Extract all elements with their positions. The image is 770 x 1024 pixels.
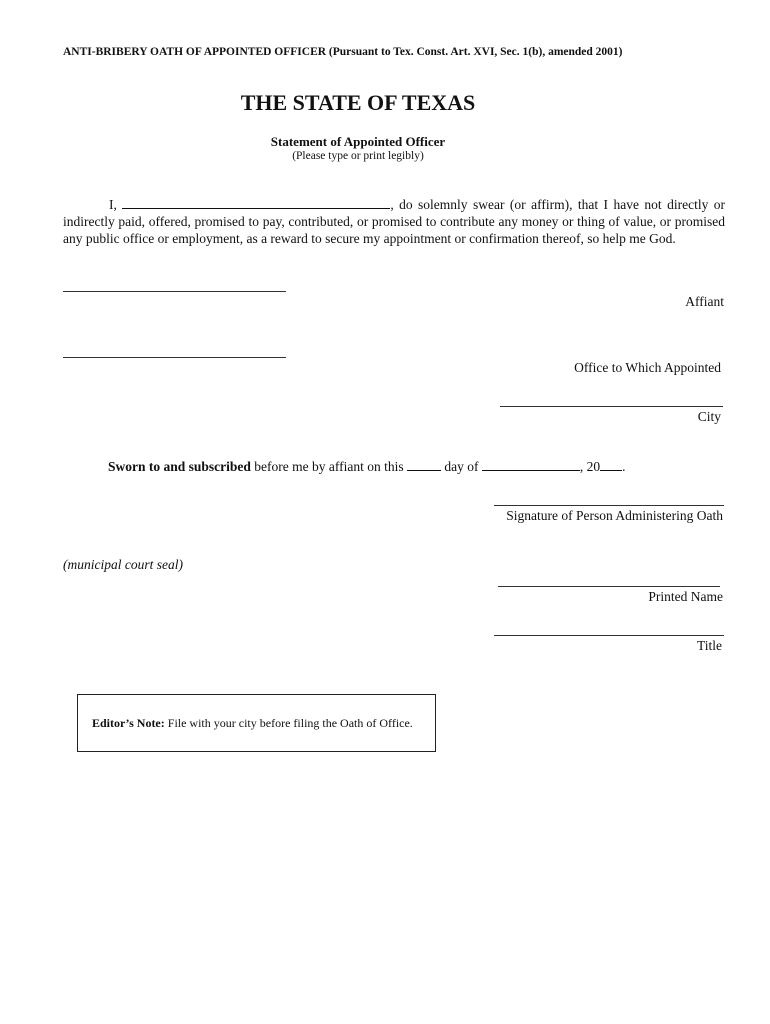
office-label: Office to Which Appointed (574, 360, 721, 375)
document-title: THE STATE OF TEXAS (240, 90, 476, 115)
sworn-bold-text: Sworn to and subscribed (108, 459, 251, 474)
name-blank-field[interactable] (122, 196, 390, 209)
editor-note-box (77, 694, 436, 752)
administering-signature-line[interactable] (494, 505, 724, 506)
document-header: ANTI-BRIBERY OATH OF APPOINTED OFFICER (Pursuant to Tex. Const. Art. XVI, Sec. 1(b), amended 2001) (63, 46, 623, 58)
affiant-label: Affiant (685, 294, 724, 309)
city-line[interactable] (500, 406, 723, 407)
oath-prefix: I, (109, 197, 117, 212)
year-blank-field[interactable] (600, 458, 622, 471)
city-label: City (697, 409, 721, 424)
printed-name-line[interactable] (498, 586, 720, 587)
sworn-text-4: . (622, 459, 626, 474)
office-line[interactable] (63, 357, 286, 358)
sworn-statement (108, 458, 626, 475)
court-seal-label: (municipal court seal) (63, 557, 183, 572)
editor-note-text (92, 716, 413, 731)
sworn-text-3: , 20 (579, 459, 601, 474)
oath-body: , do solemnly swear (or affirm), that I have not directly or indirectly paid, offered, promised to pay, contributed, or promised to contribute any money or thing of value, or promised any public office or employment, as a reward to secure my appointment or confirmation thereof, so help me God. (63, 197, 726, 246)
title-line[interactable] (494, 635, 724, 636)
instructions-text: (Please type or print legibly) (292, 150, 424, 162)
sworn-text-1: before me by affiant on this (250, 459, 408, 474)
title-label: Title (696, 638, 722, 653)
document-subtitle: Statement of Appointed Officer (270, 134, 446, 149)
sworn-text-2: day of (441, 459, 482, 474)
administering-label: Signature of Person Administering Oath (506, 508, 723, 523)
oath-paragraph (63, 196, 725, 247)
editor-note-body: File with your city before filing the Oath of Office. (164, 716, 413, 730)
month-blank-field[interactable] (482, 458, 580, 471)
editor-note-label: Editor’s Note: (92, 716, 165, 730)
printed-name-label: Printed Name (648, 589, 723, 604)
affiant-signature-line[interactable] (63, 291, 286, 292)
day-blank-field[interactable] (407, 458, 441, 471)
